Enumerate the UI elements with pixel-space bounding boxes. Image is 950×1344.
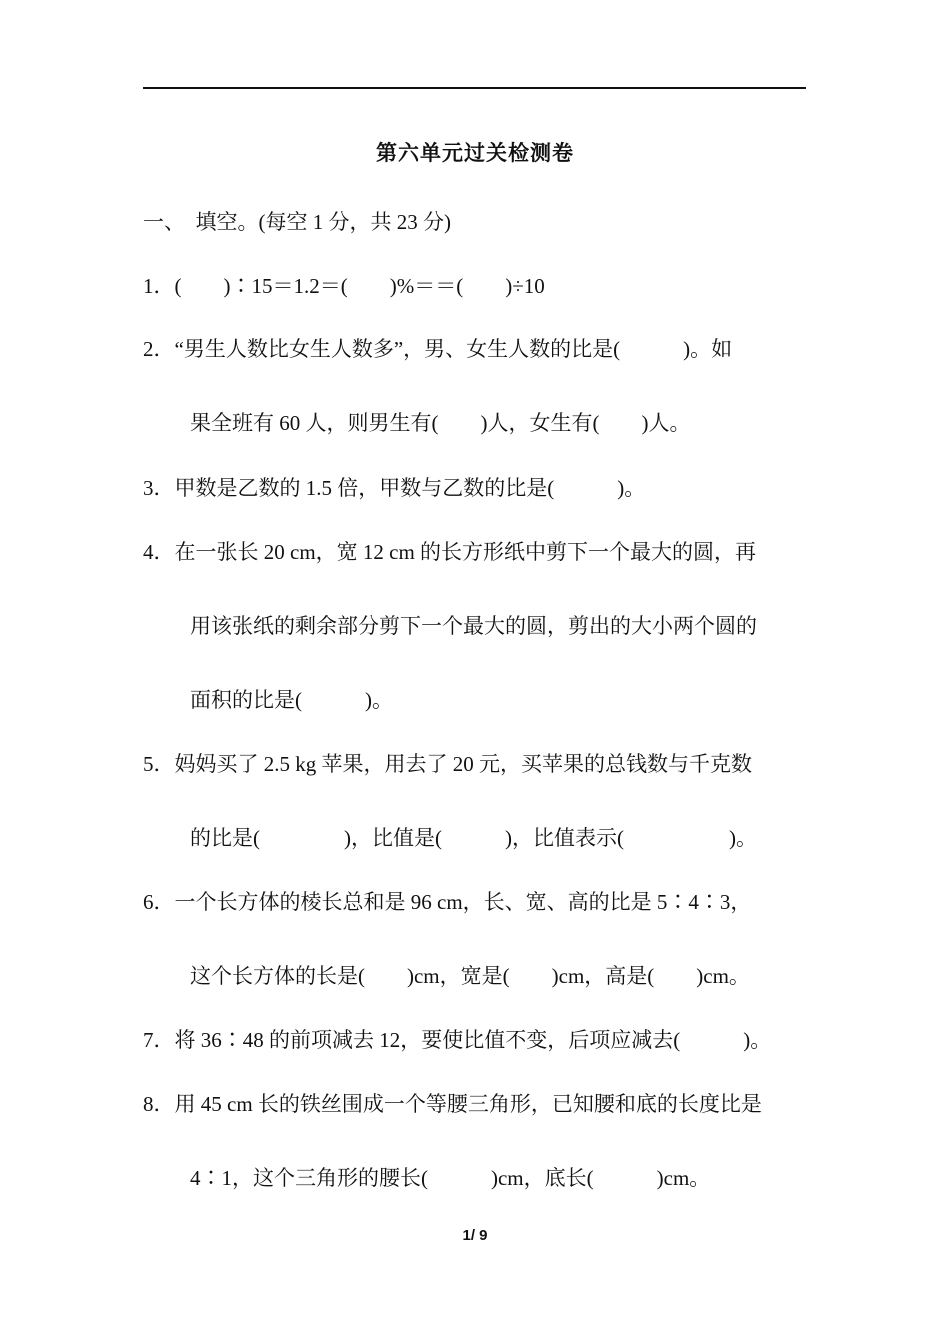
question-2-continued: 果全班有 60 人，则男生有( )人，女生有( )人。 [190,411,691,435]
question-5: 5．妈妈买了 2.5 kg 苹果，用去了 20 元，买苹果的总钱数与千克数 [143,752,752,776]
question-6: 6．一个长方体的棱长总和是 96 cm，长、宽、高的比是 5∶4∶3， [143,890,752,914]
question-1: 1．( )∶15＝1.2＝( )%＝＝( )÷10 [143,274,545,298]
question-2: 2．“男生人数比女生人数多”，男、女生人数的比是( )。如 [143,337,733,361]
question-4: 4．在一张长 20 cm，宽 12 cm 的长方形纸中剪下一个最大的圆，再 [143,540,757,564]
question-7: 7．将 36∶48 的前项减去 12，要使比值不变，后项应减去( )。 [143,1028,772,1052]
question-4-continued-1: 用该张纸的剩余部分剪下一个最大的圆，剪出的大小两个圆的 [190,614,757,638]
question-8: 8．用 45 cm 长的铁丝围成一个等腰三角形，已知腰和底的长度比是 [143,1092,762,1116]
question-8-continued: 4∶1，这个三角形的腰长( )cm，底长( )cm。 [190,1166,711,1190]
question-3: 3．甲数是乙数的 1.5 倍，甲数与乙数的比是( )。 [143,476,646,500]
section-heading: 一、 填空。(每空 1 分，共 23 分) [143,210,451,234]
page-number: 1/ 9 [462,1227,488,1244]
document-title: 第六单元过关检测卷 [376,141,574,165]
question-4-continued-2: 面积的比是( )。 [190,688,393,712]
question-6-continued: 这个长方体的长是( )cm，宽是( )cm，高是( )cm。 [190,964,750,988]
header-rule [143,87,806,89]
question-5-continued: 的比是( )，比值是( )，比值表示( )。 [190,826,757,850]
